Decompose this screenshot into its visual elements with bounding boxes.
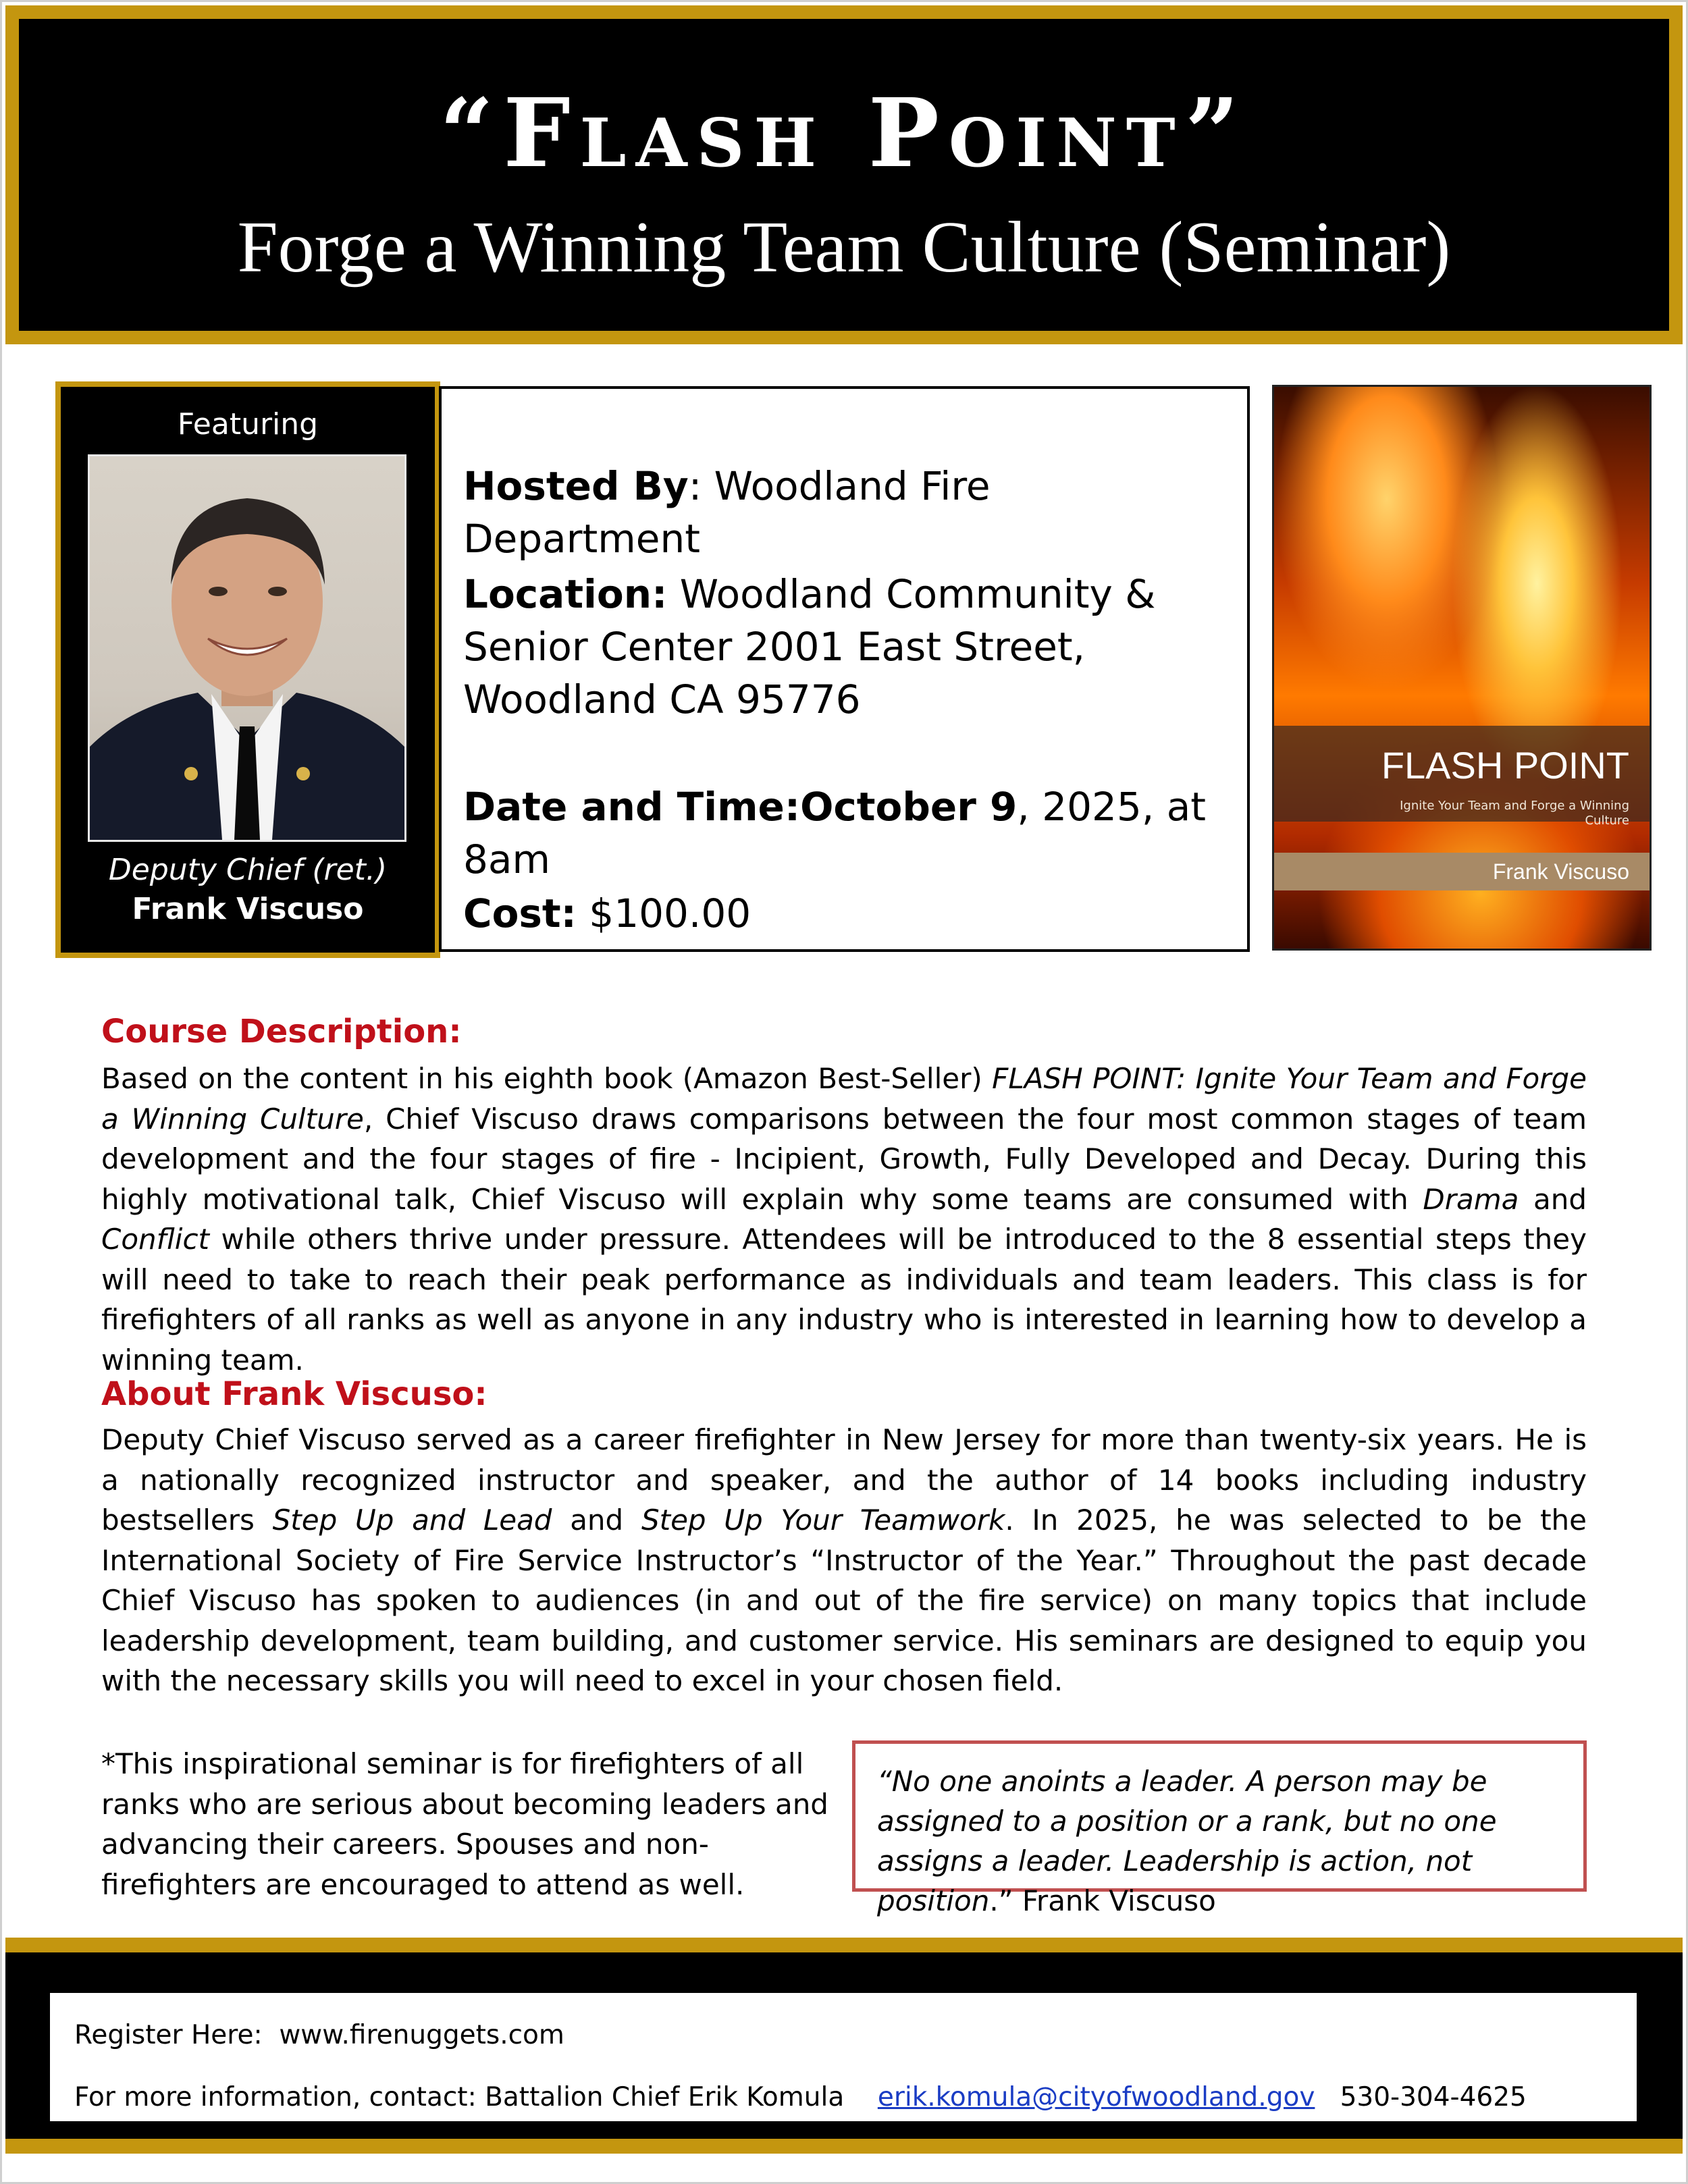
page-title: “Flash Point” (439, 78, 1249, 189)
location-line (463, 568, 1233, 726)
about-book-title: Step Up and Lead (272, 1503, 552, 1537)
course-drama-word: Drama (1423, 1182, 1519, 1216)
course-book-title: FLASH POINT: Ignite Your Team and Forge a Winning Culture (101, 1062, 1587, 1136)
book-cover (1272, 385, 1652, 951)
contact-label: For more information, contact: Battalion Chief Erik Komula (74, 2082, 878, 2112)
leadership-quote (852, 1740, 1587, 1917)
quote-attribution: .” Frank Viscuso (989, 1884, 1216, 1917)
book-author: Frank Viscuso (1492, 859, 1629, 884)
page-subtitle: Forge a Winning Team Culture (Seminar) (237, 207, 1451, 288)
course-text-part: Based on the content in his eighth book (Amazon Best-Seller) (101, 1062, 993, 1095)
register-line (74, 2020, 564, 2050)
location-label: Location: (463, 571, 668, 617)
course-conflict-word: Conflict (101, 1223, 210, 1256)
date-value: , 2025, at 8am (463, 784, 1206, 882)
course-description-text (101, 1059, 1587, 1380)
course-text-part: and (1519, 1182, 1587, 1216)
course-text-part: , Chief Viscuso draws comparisons between the four most common stages of team development and the four stages of fire - Incipient, Growth, Fully Developed and Decay. During this highly motivational talk, Chief Viscuso will explain why some teams are consumed with (101, 1102, 1587, 1216)
featuring-label: Featuring (177, 407, 319, 442)
about-text-part: . In 2025, he was selected to be the International Society of Fire Service Instructor’s “Instructor of the Year.” Throughout the past decade Chief Viscuso has spoken to audiences (in and out of the fire service) on many topics that include leadership development, team building, and customer service. His seminars are designed to equip you with the necessary skills you will need to excel in your chosen field. (101, 1503, 1587, 1697)
contact-phone: 530-304-4625 (1315, 2082, 1527, 2112)
cost-label: Cost: (463, 890, 577, 936)
hosted-by-line (463, 460, 1233, 565)
footer-black-band (5, 1952, 1683, 2139)
speaker-title: Deputy Chief (ret.) (108, 853, 388, 887)
contact-line (74, 2082, 1527, 2112)
cost-line (463, 887, 1233, 940)
quote-text: “No one anoints a leader. A person may be assigned to a position or a rank, but no one assigns a leader. Leadership is action, not position (877, 1765, 1497, 1917)
about-book-title: Step Up Your Teamwork (641, 1503, 1005, 1537)
speaker-name: Frank Viscuso (132, 892, 364, 926)
about-heading: About Frank Viscuso: (101, 1375, 487, 1413)
course-description-heading: Course Description: (101, 1013, 462, 1050)
register-label: Register Here: (74, 2020, 280, 2050)
about-text (101, 1420, 1587, 1701)
email-link[interactable]: erik.komula@cityofwoodland.gov (877, 2082, 1315, 2112)
cost-value: $100.00 (576, 890, 751, 936)
about-text-part: Deputy Chief Viscuso served as a career firefighter in New Jersey for more than twenty-six years. He is a nationally recognized instructor and speaker, and the author of 14 books including industry bestsellers (101, 1423, 1587, 1537)
header-inner (19, 19, 1669, 331)
book-subtitle: Ignite Your Team and Forge a Winning Culture (1400, 799, 1629, 828)
register-link[interactable]: www.firenuggets.com (279, 2020, 564, 2050)
event-info-box (439, 386, 1250, 952)
footer-contact-box (50, 1993, 1637, 2121)
speaker-portrait-image (90, 456, 404, 840)
date-value-strong: October 9 (800, 784, 1018, 830)
location-value: Woodland Community & Senior Center 2001 East Street, Woodland CA 95776 (463, 571, 1156, 722)
hosted-by-value: : Woodland Fire Department (463, 463, 991, 562)
header-banner (5, 5, 1683, 344)
seminar-note: *This inspirational seminar is for firefighters of all ranks who are serious about becoming leaders and advancing their careers. Spouses and non-firefighters are encouraged to attend as well. (101, 1747, 828, 1901)
course-text-part: while others thrive under pressure. Attendees will be introduced to the 8 essential steps they will need to take to reach their peak performance as individuals and team leaders. This class is for firefighters of all ranks as well as anyone in any industry who is interested in learning how to develop a winning team. (101, 1223, 1587, 1377)
about-text-part: and (552, 1503, 641, 1537)
date-time-line (463, 780, 1233, 886)
featuring-panel (55, 381, 440, 958)
book-title: FLASH POINT (1381, 744, 1629, 787)
footer-banner (5, 1938, 1683, 2154)
date-time-label: Date and Time: (463, 784, 801, 830)
speaker-photo (88, 454, 406, 842)
hosted-by-label: Hosted By (463, 463, 689, 509)
